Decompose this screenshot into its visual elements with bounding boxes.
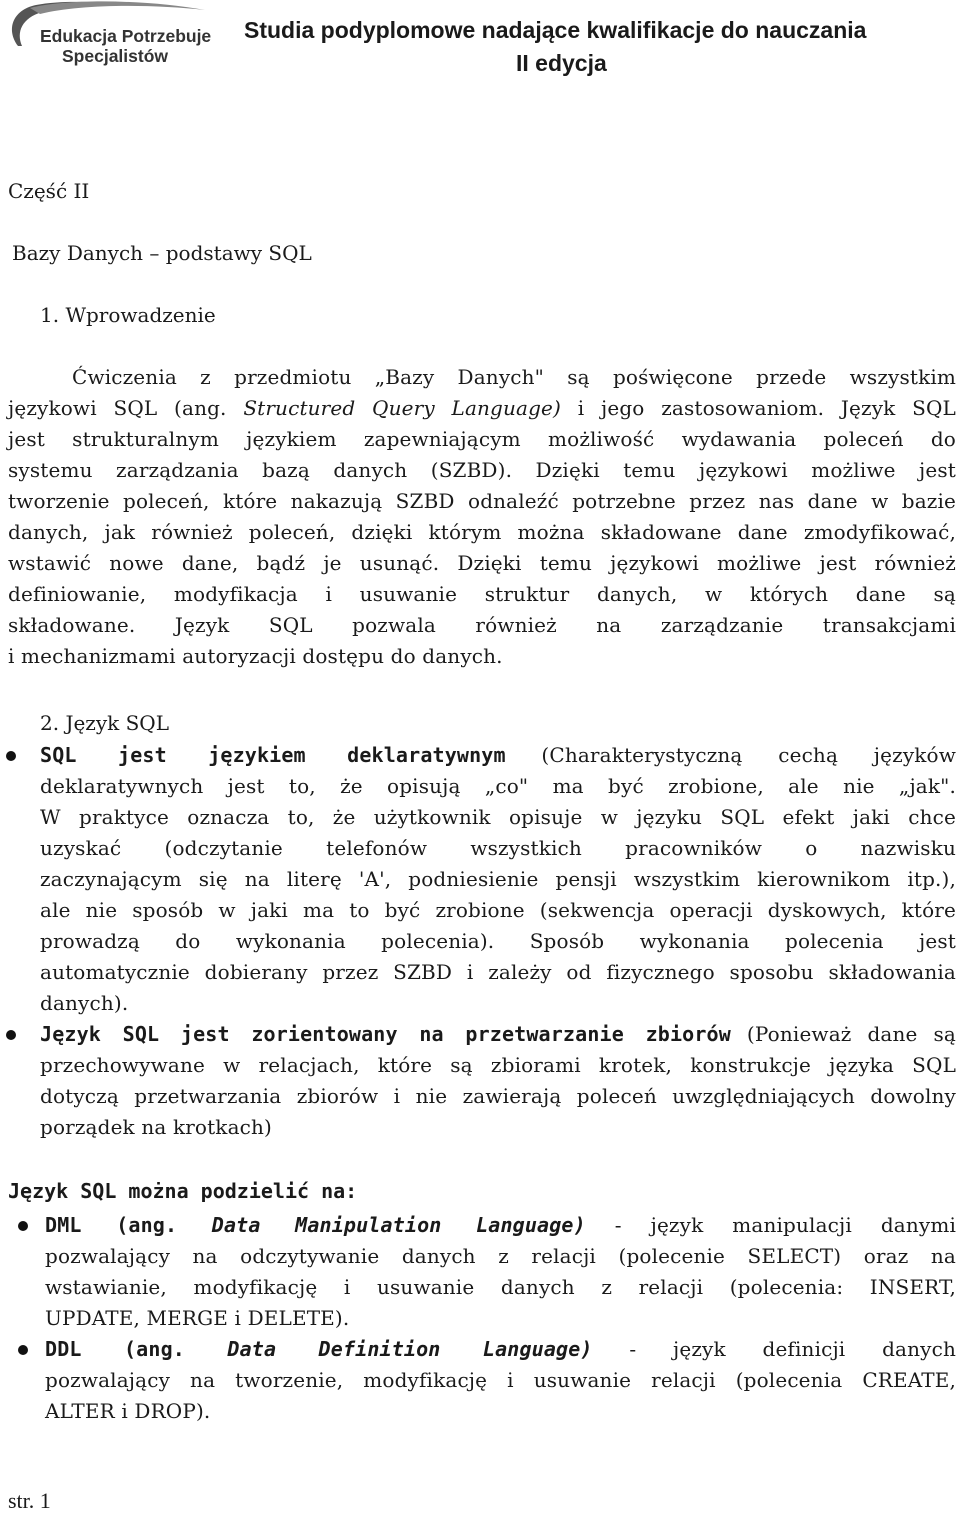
- intro-line: definiowanie, modyfikacja i usuwanie struktur danych, w których dane są: [8, 582, 956, 606]
- logo: [0, 0, 225, 70]
- section-heading-1: 1. Wprowadzenie: [40, 303, 216, 327]
- list-item-bold-italic: Data Manipulation Language): [211, 1213, 586, 1237]
- list-text: - język manipulacji danymi: [585, 1213, 956, 1237]
- list-line: wstawianie, modyfikację i usuwanie danych z relacji (polecenia: INSERT,: [45, 1275, 956, 1299]
- sql-features-list: [40, 740, 956, 1143]
- list-line: automatycznie dobierany przez SZBD i zależy od fizycznego sposobu składowania: [40, 960, 956, 984]
- list-text: (Ponieważ dane są: [730, 1022, 956, 1046]
- list-line: [45, 1210, 956, 1241]
- sql-categories-list: [45, 1210, 956, 1427]
- list-line: uzyskać (odczytanie telefonów wszystkich pracowników o nazwisku: [40, 836, 956, 860]
- section-heading-2: 2. Język SQL: [40, 711, 169, 735]
- intro-line: systemu zarządzania bazą danych (SZBD). Dzięki temu językowi możliwe jest: [8, 458, 956, 482]
- document-subtitle: Bazy Danych – podstawy SQL: [12, 241, 312, 265]
- list-item-bold-italic: Data Definition Language): [227, 1337, 593, 1361]
- logo-line-2: Specjalistów: [62, 46, 169, 66]
- bullet-icon: [6, 751, 16, 761]
- intro-line: Ćwiczenia z przedmiotu „Bazy Danych" są poświęcone przede wszystkim: [72, 365, 956, 389]
- intro-line: wstawić nowe dane, bądź je usunąć. Dzięki temu językowi możliwe jest również: [8, 551, 956, 575]
- intro-line: danych, jak również poleceń, dzięki którym można składowane dane zmodyfikować,: [8, 520, 956, 544]
- logo-line-1: Edukacja Potrzebuje: [40, 26, 212, 46]
- list-line: pozwalający na tworzenie, modyfikację i usuwanie relacji (polecenia CREATE,: [45, 1368, 956, 1392]
- bullet-icon: [18, 1345, 28, 1355]
- part-heading: Część II: [8, 179, 90, 203]
- logo-text: [40, 26, 211, 66]
- intro-text: językowi SQL (ang.: [8, 396, 244, 420]
- list-item: [40, 740, 956, 1019]
- list-item-bold: Język SQL jest zorientowany na przetwarzanie zbiorów: [40, 1022, 731, 1046]
- intro-line: składowane. Język SQL pozwala również na zarządzanie transakcjami: [8, 613, 956, 637]
- list-item-bold: DDL (ang.: [45, 1337, 228, 1361]
- edition-label: II edycja: [516, 50, 607, 76]
- list-item: [40, 1019, 956, 1143]
- list-line: deklaratywnych jest to, że opisują „co" ma być zrobione, ale nie „jak".: [40, 774, 956, 798]
- list-line: danych).: [40, 991, 129, 1015]
- list-text: (Charakterystyczną cechą języków: [505, 743, 956, 767]
- program-title: Studia podyplomowe nadające kwalifikacje do nauczania: [244, 17, 867, 43]
- list-item: [45, 1210, 956, 1334]
- sql-categories-heading: Język SQL można podzielić na:: [8, 1179, 358, 1203]
- bullet-icon: [18, 1221, 28, 1231]
- list-line: porządek na krotkach): [40, 1115, 272, 1139]
- page-number: str. 1: [8, 1488, 51, 1513]
- list-item-bold: DML (ang.: [45, 1213, 212, 1237]
- list-line: W praktyce oznacza to, że użytkownik opisuje w języku SQL efekt jaki chce: [40, 805, 956, 829]
- list-line: [45, 1334, 956, 1365]
- intro-paragraph: [8, 362, 956, 672]
- intro-text: i jego zastosowaniom. Język SQL: [561, 396, 956, 420]
- list-line: [40, 1019, 956, 1050]
- list-line: pozwalający na odczytywanie danych z relacji (polecenie SELECT) oraz na: [45, 1244, 956, 1268]
- intro-line: tworzenie poleceń, które nakazują SZBD odnaleźć potrzebne przez nas dane w bazie: [8, 489, 956, 513]
- list-item: [45, 1334, 956, 1427]
- intro-line: jest strukturalnym językiem zapewniającym możliwość wydawania poleceń do: [8, 427, 956, 451]
- bullet-icon: [6, 1030, 16, 1040]
- list-line: ale nie sposób w jaki ma to być zrobione (sekwencja operacji dyskowych, które: [40, 898, 956, 922]
- intro-line: i mechanizmami autoryzacji dostępu do danych.: [8, 644, 503, 668]
- list-line: ALTER i DROP).: [45, 1399, 211, 1423]
- list-line: zaczynającym się na literę 'A', podniesienie pensji wszystkim kierownikom itp.),: [40, 867, 956, 891]
- list-line: UPDATE, MERGE i DELETE).: [45, 1306, 350, 1330]
- list-line: [40, 740, 956, 771]
- list-item-bold: SQL jest językiem deklaratywnym: [40, 743, 506, 767]
- list-line: prowadzą do wykonania polecenia). Sposób wykonania polecenia jest: [40, 929, 956, 953]
- header-title: [244, 14, 954, 80]
- intro-term-italic: Structured Query Language): [243, 396, 561, 420]
- list-line: dotyczą przetwarzania zbiorów i nie zawierają poleceń uwzględniających dowolny: [40, 1084, 956, 1108]
- intro-line: [8, 393, 956, 424]
- list-line: przechowywane w relacjach, które są zbiorami krotek, konstrukcje języka SQL: [40, 1053, 956, 1077]
- list-text: - język definicji danych: [592, 1337, 956, 1361]
